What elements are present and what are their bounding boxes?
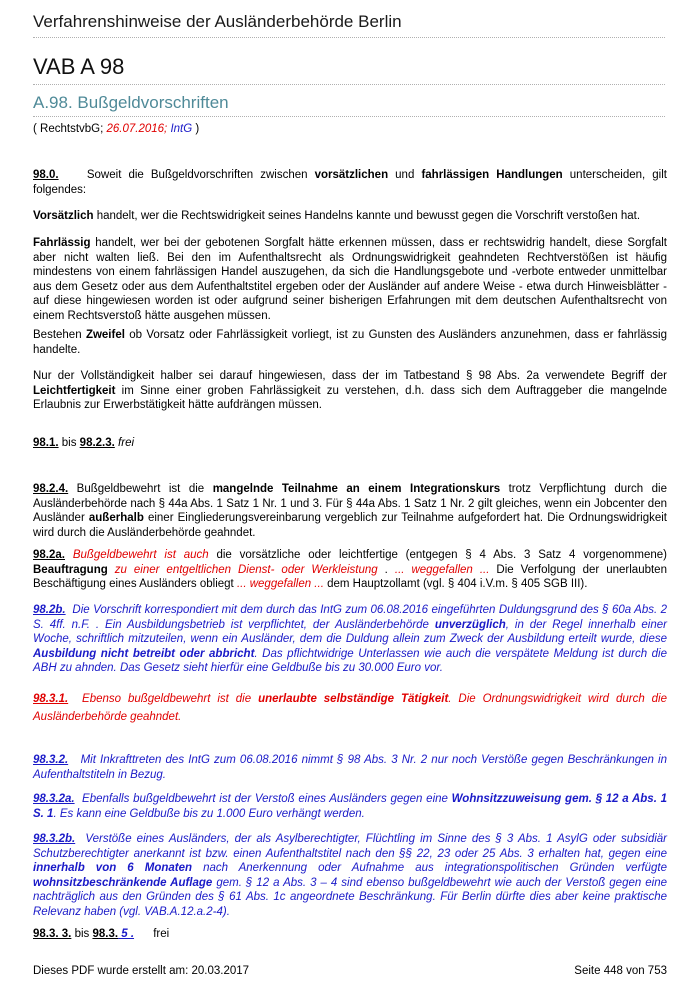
paragraph-98-3-3: 98.3. 3. bis 98.3. 5 . frei bbox=[33, 928, 170, 940]
paragraph-98-2-4: 98.2.4. Bußgeldbewehrt ist die mangelnde Teilnahme an einem Integrationskurs trotz Verpflichtung durch die Ausländerbehörde nach § 44a Abs. 1 Satz 1 Nr. 1 und 3. Für § 44a Abs. 1 Satz 1 Nr. 2 gilt gleiches, wenn ein Jobcenter den Ausländer außerhalb einer Eingliederungsvereinbarung vergeblich zur Teilnahme aufgefordert hat. Die Ordnungswidrigkeit wird durch die Ausländerbehörde geahndet. bbox=[33, 483, 668, 539]
paragraph-98-3-1: 98.3.1. Ebenso bußgeldbewehrt ist die unerlaubte selbständige Tätigkeit. Die Ordnungswidrigkeit wird durch die Ausländerbehörde geahndet. bbox=[33, 693, 668, 723]
paragraph-leichtfertigkeit: Nur der Vollständigkeit halber sei darauf hingewiesen, dass der im Tatbestand § 98 Abs. 2a verwendete Begriff der Leichtfertigkeit im Sinne einer groben Fahrlässigkeit zu verstehen, d.h. dass sich dem Auftraggeber die mangelnde Erlaubnis zur Erwerbstätigkeit hätte aufdrängen müssen. bbox=[33, 370, 667, 411]
section-title: A.98. Bußgeldvorschriften bbox=[33, 93, 229, 112]
paragraph-vorsaetzlich: Vorsätzlich handelt, wer die Rechtswidrigkeit seines Handelns kannte und bewusst gegen die Vorschrift verstoßen hat. bbox=[33, 210, 641, 222]
source-reference: ( RechtstvbG; 26.07.2016; IntG ) bbox=[33, 123, 200, 135]
source-intg-link[interactable]: IntG bbox=[170, 123, 193, 135]
created-date: Dieses PDF wurde erstellt am: 20.03.2017 bbox=[33, 965, 250, 977]
page-number: Seite 448 von 753 bbox=[574, 965, 667, 977]
paragraph-98-0: 98.0. Soweit die Bußgeldvorschriften zwischen vorsätzlichen und fahrlässigen Handlungen unterscheiden, gilt folgendes: bbox=[33, 169, 667, 196]
page-footer bbox=[33, 965, 667, 977]
para-number: 98.0. bbox=[33, 169, 59, 181]
paragraph-98-2a: 98.2a. Bußgeldbewehrt ist auch die vorsätzliche oder leichtfertige (entgegen § 4 Abs. 3 Satz 4 vorgenommene) Beauftragung zu einer entgeltlichen Dienst- oder Werkleistung . ... weggefallen ... Die Verfolgung der unerlaubten Beschäftigung eines Ausländers obliegt ... weggefallen ... dem Hauptzollamt (vgl. § 404 i.V.m. § 405 SGB III). bbox=[33, 549, 667, 590]
source-date: 26.07.2016; bbox=[106, 123, 168, 135]
paragraph-98-3-2: 98.3.2. Mit Inkrafttreten des IntG zum 06.08.2016 nimmt § 98 Abs. 3 Nr. 2 nur noch Verstöße gegen Beschränkungen in Aufenthaltstiteln in Bezug. bbox=[33, 754, 670, 781]
divider bbox=[33, 84, 665, 85]
divider bbox=[33, 116, 665, 117]
paragraph-98-2b: 98.2b. Die Vorschrift korrespondiert mit dem durch das IntG zum 06.08.2016 eingeführten Duldungsgrund des § 60a Abs. 2 S. 4ff. n.F. . Ein Ausbildungsbetrieb ist verpflichtet, der Ausländerbehörde unverzüglich, in der Regel innerhalb einer Woche, schriftlich mitzuteilen, wenn ein Ausländer, dem die Duldung allein zum Zweck der Ausbildung erteilt wurde, diese Ausbildung nicht betreibt oder abbricht. Das pflichtwidrige Unterlassen wie auch die verspätete Meldung ist durch die ABH zu ahnden. Das Gesetz sieht hierfür eine Geldbuße bis zu 30.000 Euro vor. bbox=[33, 604, 671, 674]
paragraph-98-3-2a: 98.3.2a. Ebenfalls bußgeldbewehrt ist der Verstoß eines Ausländers gegen eine Wohnsitzzuweisung gem. § 12 a Abs. 1 S. 1. Es kann eine Geldbuße bis zu 1.000 Euro verhängt werden. bbox=[33, 793, 668, 820]
paragraph-fahrlaessig: Fahrlässig handelt, wer bei der gebotenen Sorgfalt hätte erkennen müssen, dass er rechtswidrig handelt, diese Sorgfalt aber nicht walten ließ. Bei den im Aufenthaltsrecht als Ordnungswidrigkeit geahndeten Rechtverstößen ist häufig mindestens von einem fahrlässigen Handel auszugehen, da sich die Handlungsgebote und -verbote entweder unmittelbar aus dem Gesetz oder aus dem Aufenthaltstitel ergeben oder der Ausländer auf andere Weise - etwa durch Hinweisblätter - auf diese hingewiesen worden ist oder aufgrund seiner bisherigen Erfahrungen mit dem deutschen Aufenthaltsrecht von einem Rechtsverstoß hätte ausgehen müssen. bbox=[33, 237, 667, 322]
paragraph-98-3-2b: 98.3.2b. Verstöße eines Ausländers, der als Asylberechtigter, Flüchtling im Sinne des § 3 Abs. 1 AsylG oder subsidiär Schutzberechtigter anerkannt ist bzw. einen Aufenthaltstitel nach den §§ 22, 23 oder 25 Abs. 3 erhalten hat, gegen eine innerhalb von 6 Monaten nach Anerkennung oder Aufnahme aus integrationspolitischen Gründen verfügte wohnsitzbeschränkende Auflage gem. § 12 a Abs. 3 – 4 sind ebenso bußgeldbewehrt wie auch der Verstoß gegen eine nachträglich aus den Gründen des § 61 Abs. 1c angeordnete Beschränkung. Für Berlin dürfte dies aber keine praktische Relevanz haben (vgl. VAB.A.12.a.2-4). bbox=[33, 833, 671, 918]
paragraph-98-1: 98.1. bis 98.2.3. frei bbox=[33, 437, 135, 449]
site-title: Verfahrenshinweise der Ausländerbehörde Berlin bbox=[33, 12, 402, 31]
paragraph-zweifel: Bestehen Zweifel ob Vorsatz oder Fahrlässigkeit vorliegt, ist zu Gunsten des Ausländers anzunehmen, dass er fahrlässig handelte. bbox=[33, 329, 667, 356]
divider bbox=[33, 37, 665, 38]
doc-code: VAB A 98 bbox=[33, 54, 125, 79]
